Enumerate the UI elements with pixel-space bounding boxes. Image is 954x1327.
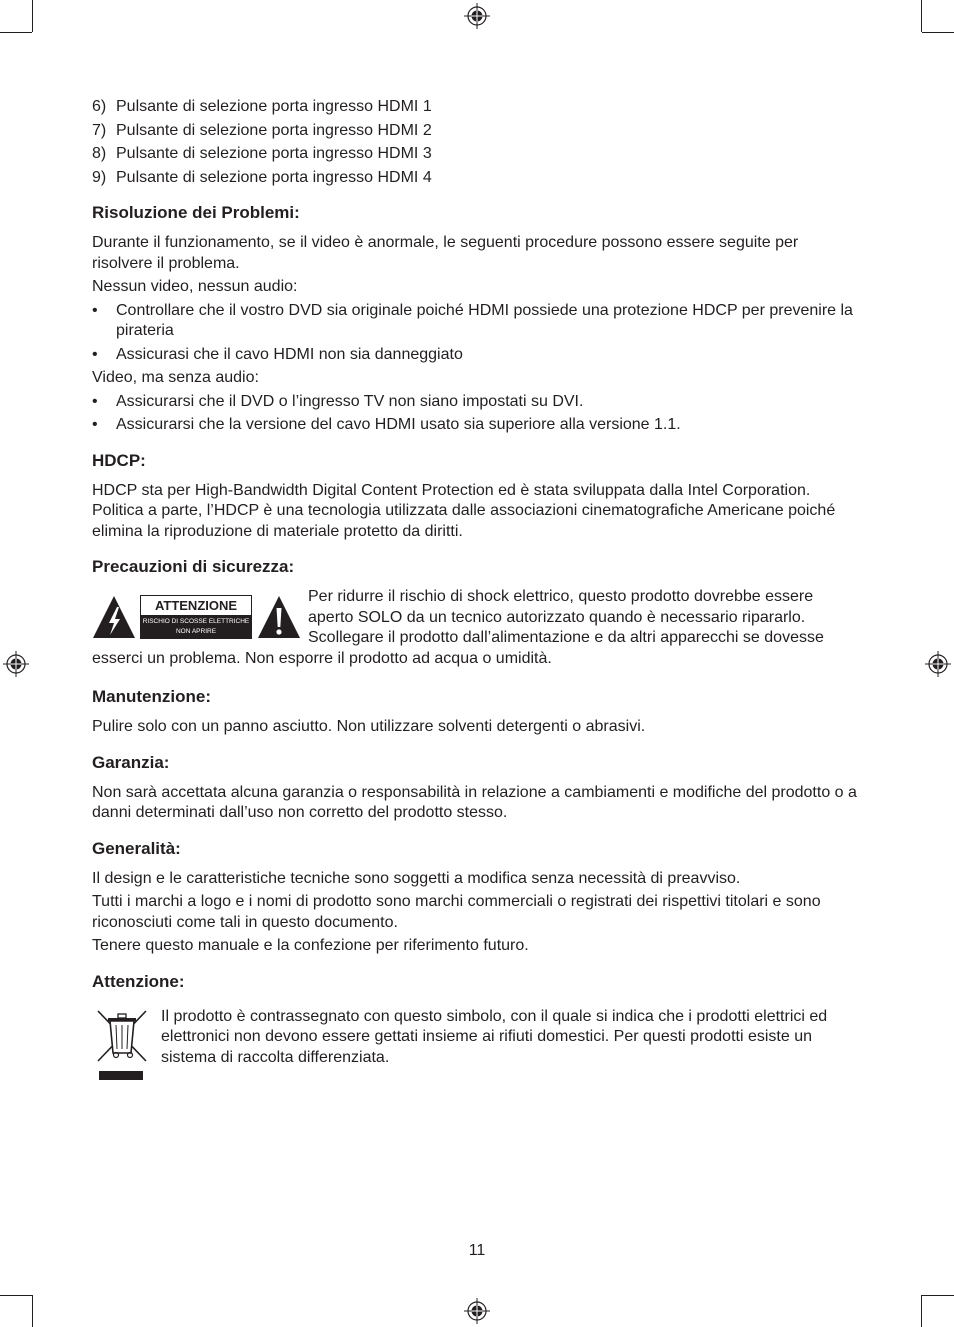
troubleshooting-intro: Durante il funzionamento, se il video è anormale, le seguenti procedure possono essere seguite per risolvere il problema. [92, 234, 799, 272]
attention-text: Il prodotto è contrassegnato con questo simbolo, con il quale si indica che i prodotti elettrici ed elettronici non devono essere gettati insieme ai rifiuti domestici. Per questi prodotti esiste un sistema di raccolta differenziata. [161, 1007, 828, 1066]
case-no-audio-list [92, 392, 858, 436]
warning-label-subtitle: RISCHIO DI SCOSSE ELETTRICHE NON APRIRE [141, 615, 251, 638]
list-item: 6) Pulsante di selezione porta ingresso HDMI 1 [92, 98, 432, 115]
general-text-2: Tutti i marchi a logo e i nomi di prodotto sono marchi commerciali o registrati dei rispettivi titolari e sono riconosciuti come tali in questo documento. [92, 893, 821, 931]
registration-mark-icon [464, 3, 490, 29]
maintenance-text: Pulire solo con un panno asciutto. Non utilizzare solventi detergenti o abrasivi. [92, 718, 646, 735]
crop-mark-top-left-h [0, 32, 32, 33]
attention-section [92, 1007, 858, 1081]
list-item: 7) Pulsante di selezione porta ingresso HDMI 2 [92, 121, 432, 139]
crossed-bin-weee-icon [94, 1007, 150, 1081]
crop-mark-top-right-v [921, 0, 922, 32]
warning-label [140, 595, 252, 639]
general-text-1: Il design e le caratteristiche tecniche sono soggetti a modifica senza necessità di preavviso. [92, 869, 741, 887]
registration-mark-icon [3, 651, 29, 677]
exclamation-warning-icon [257, 595, 301, 639]
page-content [92, 97, 858, 1081]
list-item: • Assicurarsi che la versione del cavo HDMI usato sia superiore alla versione 1.1. [92, 416, 681, 433]
list-item: • Controllare che il vostro DVD sia originale poiché HDMI possiede una protezione HDCP per prevenire la pirateria [92, 301, 853, 339]
attention-heading: Attenzione: [92, 971, 185, 991]
case-no-video-title: Nessun video, nessun audio: [92, 278, 298, 295]
warranty-heading: Garanzia: [92, 752, 170, 772]
troubleshooting-heading: Risoluzione dei Problemi: [92, 203, 300, 222]
hdcp-heading: HDCP: [92, 450, 146, 470]
lightning-warning-icon [92, 595, 136, 639]
crop-mark-bottom-left-h [0, 1295, 32, 1296]
list-item: • Assicurasi che il cavo HDMI non sia danneggiato [92, 345, 463, 363]
page-number: 11 [468, 1242, 486, 1259]
general-text-3: Tenere questo manuale e la confezione per riferimento futuro. [92, 937, 529, 954]
crop-mark-top-left-v [32, 0, 33, 32]
hdcp-text: HDCP sta per High-Bandwidth Digital Content Protection ed è stata sviluppata dalla Intel Corporation. Politica a parte, l’HDCP è una tecnologia utilizzata dalle associazioni cinematografiche Americane poiché elimina la riproduzione di materiale protetto da diritti. [92, 481, 836, 540]
case-no-video-list [92, 301, 858, 366]
warranty-text: Non sarà accettata alcuna garanzia o responsabilità in relazione a cambiamenti e modifiche del prodotto o a danni determinati dall’uso non corretto del prodotto stesso. [92, 783, 857, 821]
numbered-list [92, 97, 858, 188]
warning-label-graphic [92, 591, 304, 643]
registration-mark-icon [925, 651, 951, 677]
crop-mark-bottom-right-v [921, 1295, 922, 1327]
crop-mark-bottom-left-v [32, 1295, 33, 1327]
maintenance-heading: Manutenzione: [92, 687, 211, 706]
safety-section [92, 587, 858, 672]
list-item: • Assicurarsi che il DVD o l’ingresso TV non siano impostati su DVI. [92, 392, 584, 410]
general-heading: Generalità: [92, 838, 181, 858]
crop-mark-bottom-right-h [922, 1295, 954, 1296]
safety-heading: Precauzioni di sicurezza: [92, 557, 295, 576]
case-no-audio-title: Video, ma senza audio: [92, 369, 259, 386]
safety-text: Per ridurre il rischio di shock elettrico, questo prodotto dovrebbe essere aperto SOLO da un tecnico autorizzato quando è necessario ripararlo. Scollegare il prodotto dall’alimentazione e da altri apparecchi se dovesse esserci un problema. Non esporre il prodotto ad acqua o umidità. [92, 588, 824, 667]
registration-mark-icon [464, 1298, 490, 1324]
crop-mark-top-right-h [922, 32, 954, 33]
list-item: 8) Pulsante di selezione porta ingresso HDMI 3 [92, 145, 432, 162]
list-item: 9) Pulsante di selezione porta ingresso HDMI 4 [92, 168, 432, 186]
warning-label-title: ATTENZIONE [141, 596, 251, 615]
